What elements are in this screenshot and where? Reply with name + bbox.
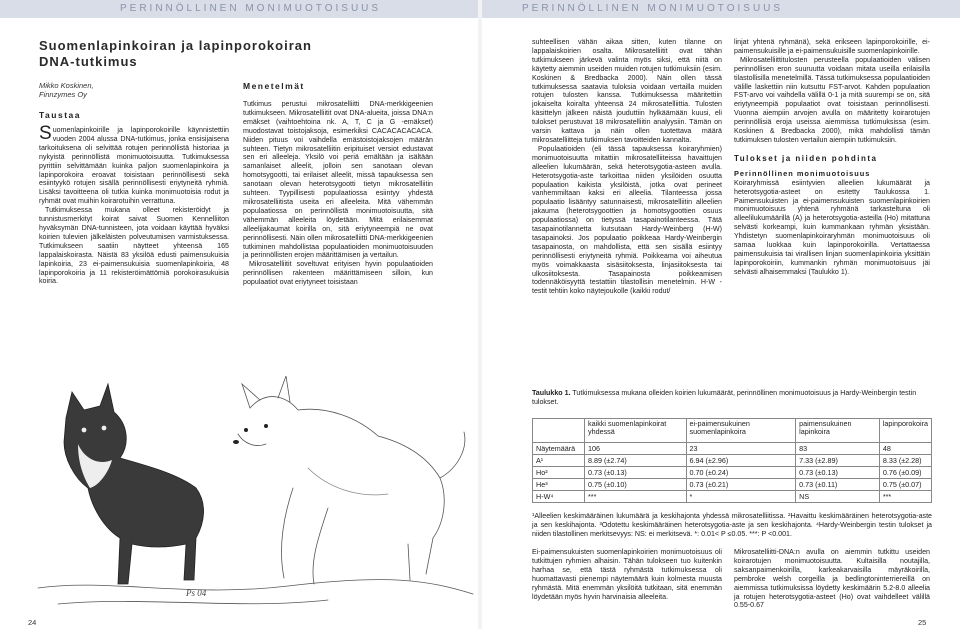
table-cell: Näytemäärä: [533, 443, 585, 455]
table-cell: 0.73 (±0.13): [796, 467, 880, 479]
table-header-cell: [533, 419, 585, 443]
table-cell: 106: [585, 443, 687, 455]
table-row: [533, 443, 932, 455]
column-4: [734, 38, 930, 277]
page-number-right: 25: [918, 618, 927, 627]
column-3-bottom: [532, 548, 722, 601]
table-cell: H-W⁴: [533, 491, 585, 503]
table-cell: He³: [533, 479, 585, 491]
article-title-line2: DNA-tutkimus: [39, 54, 138, 69]
table-header-cell: ei-paimensukuinen suomenlapinkoira: [686, 419, 796, 443]
table-row: [533, 467, 932, 479]
paragraph: Mikrosatelliitit soveltuvat erityisen hyvin populaatioiden perinnöllisen rakenteen määrittämiseen silloin, kun populaatiot ovat eriytyneet toisistaan: [243, 260, 433, 287]
paragraph: suhteellisen vähän aikaa sitten, kuten tilanne on lappalaiskoirien osalta. Mikrosatelliitit ovat tähän tutkimukseen järkevä valinta myös siksi, että niitä on käytetty aiemmin useiden muiden rotujen tutkimuksiin (esim. Koskinen & Bredbacka 2000). Näin ollen tässä tutkimuksessa saatavia tuloksia voidaan vertailla muiden rotujen tulosten kanssa. Tutkimuksessa määritettiin jokaiselta koiralta yhteensä 24 mikrosatelliittia. Tulosten käsittelyn jälkeen näistä jouduttiin hylkäämään kuusi, eli tulokset perustuvat 18 mikrosatelliitin analyysiin. Tämän on varsin kattava ja näin ollen tuotettava määrä mikrosatelliitteja tutkimuksen tavoitteiden kannalta.: [532, 38, 722, 144]
header-band-left: [0, 0, 478, 18]
table-caption-text: Tutkimuksessa mukana olleiden koirien lukumäärät, perinnöllinen monimuotoisuus ja Hardy-Weinbergin testin tulokset.: [532, 389, 917, 406]
section-heading-background: Taustaa: [39, 110, 81, 120]
table-cell: A¹: [533, 455, 585, 467]
paragraph: Koiraryhmissä esiintyvien alleelien lukumäärät ja heterotsygotia-asteet on esitetty Taulukossa 1. Paimensukuisten ja ei-paimensukuisten suomenlapinkoirien monimuotoisuus yhtenä ryhmänä tarkasteltuna oli alleelilukumäärillä (A) ja heterotsygotia-asteilla (Ho) mitattuna selvästi korkeampi, kuin kummankaan ryhmän yksistään. Yhdistetyn suomenlapinkoiraryhmän monimuotoisuus oli samaa luokkaa kuin lapinporokoirilla. Vertattaessa paimensukuisia tai virallisen linjan suomenlapinkoiria yksittäin lapinporokoiriin, kummankin ryhmän monimuotoisuus jäi selvästi alhaisemmaksi (Taulukko 1).: [734, 178, 930, 276]
paragraph: Mikrosatelliitti-DNA:n avulla on aiemmin tutkittu useiden koirarotujen monimuotoisuutta. Kultaisilla noutajilla, saksanpaimenkoirilla, karkeakarvaisilla mäyräkoirilla, pembroke welsh corgeilla ja bedlingtoninterriereillä on aiemmissa tutkimuksissa löydetty keskimäärin 5.2-8.0 alleelia ja rotujen heterotsygotia-asteet (Ho) ovat vaihdelleet välillä 0.55-0.67: [734, 548, 930, 610]
table-cell: 48: [879, 443, 931, 455]
table-cell: 0.75 (±0.10): [585, 479, 687, 491]
illustration-signature: Ps 04: [186, 588, 207, 598]
table-cell: NS: [796, 491, 880, 503]
table-cell: ***: [879, 491, 931, 503]
article-title-line1: Suomenlapinkoiran ja lapinporokoiran: [39, 38, 312, 53]
table-cell: 0.70 (±0.24): [686, 467, 796, 479]
table-cell: *: [686, 491, 796, 503]
table-cell: 8.89 (±2.74): [585, 455, 687, 467]
table-footnote: ¹Alleelien keskimääräinen lukumäärä ja keskihajonta yhdessä mikrosatelliitissa. ²Havaittu keskimääräinen heterotsygotia-aste ja sen keskihajonta. ³Odotettu keskimääräinen heterotsygotia-aste ja sen keskihajonta. ⁴Hardy-Weinbergin testin tulokset ja niiden tilastollinen merkitsevyys: NS: ei merkitsevä. *: 0.01< P ≤0.05. ***: P <0.001.: [532, 512, 932, 538]
table-row: [533, 491, 932, 503]
table-cell: 0.73 (±0.11): [796, 479, 880, 491]
paragraph: Ei-paimensukuisten suomenlapinkoirien monimuotoisuus oli tutkittujen ryhmien alhaisin. Tähän tulokseen tuo kuitenkin harhaa se, että tästä ryhmästä tutkimuksessa oli huomattavasti pienempi näytemäärä kuin kolmesta muusta ryhmästä. Mitä enemmän yksilöitä tutkitaan, sitä enemmän löydetään myös hyvin harvinaisia alleeleita.: [532, 548, 722, 601]
page-number-left: 24: [28, 618, 37, 627]
paragraph-text: uomenlapinkoirille ja lapinporokoirille käynnistettiin vuoden 2004 alussa DNA-tutkimus, jonka ensisijaisena tarkoituksena oli selvittää rotujen perinnöllistä historiaa ja nykyistä perinnöllistä monimuotoisuutta. Tutkimuksessa pyrittiin selvittämään kuinka paljon suomenlapinkoira ja lapinporokoira eroavat toisistaan perinnöllisesti sekä esiintyykö rotujen sisällä perinnöllisesti eriytyneitä ryhmiä. Lisäksi tavoitteena oli tutkia kuinka monimuotoisia rodut ja ryhmät ovat muihin koirarotuihin verrattuna.: [39, 126, 229, 206]
table-caption-label: Taulukko 1.: [532, 389, 571, 397]
table-cell: 0.76 (±0.09): [879, 467, 931, 479]
table-cell: 0.73 (±0.13): [585, 467, 687, 479]
column-2: [243, 100, 433, 287]
table-header-cell: kaikki suomenlapinkoirat yhdessä: [585, 419, 687, 443]
paragraph: [39, 123, 229, 206]
table-cell: 0.73 (±0.21): [686, 479, 796, 491]
paragraph: Tutkimus perustui mikrosatelliitti DNA-merkkigeenien tutkimukseen. Mikrosatelliitit ovat DNA-alueita, joissa DNA:n emäkset (vaihtoehtoina nk. A, T, C ja G -emäkset) muodostavat toistojaksoja, esimerkiksi CACACACACACA. Niiden pituus voi vaihdella emästoistojaksojen määrän suhteen. Tietyn mikrosatelliitin eripituiset versiot edustavat sen eri alleeleja. Yksilö voi periä emältään ja isältään samanlaiset alleelit, jolloin sen sanotaan olevan homotsygootti, tai erilaiset alleelit, missä tapauksessa sen sanotaan olevan heterotsygootti tietyn mikrosatelliitin suhteen. Tyypillisesti populaatiossa esiintyy yhdestä mikrosatelliitista useita eri alleeleita. Mitä vähemmän populaatiossa on perinnöllistä monimuotoisuutta, sitä vähemmän alleeleita löydetään. Mitä erilaisemmat alleelijakaumat koirilla on, sitä eriytyneempiä ne ovat perinnöllisesti. Näin ollen mikrosatelliitti DNA-merkkigeenien tutkiminen mahdollistaa populaatioiden monimuotoisuuden ja perinnöllisten erojen määrittämisen ja vertailun.: [243, 100, 433, 260]
paragraph: Mikrosatelliittitulosten perusteella populaatioiden välisen perinnöllisen eron suuruutta voidaan mitata useilla erilaisilla tilastollisilla menetelmillä. Tässä tutkimuksessa populaatioiden välille laskettiin niin kutsuttu FST-arvot. Kahden populaation FST-arvo voi vaihdella välillä 0-1 ja mitä suurempi se on, sitä eriytyneempiä populaatiot ovat toisistaan perinnöllisesti. Vuonna aiempiin arvojen avulla on määritetty koirarotujen perinnöllisiä eroja useissa aiemmissa tutkimuksissa (esim. Koskinen & Bredbacka 2000), mikä mahdollisti tämän tutkimuksen tulosten vertailun aiempiin tutkimuksiin.: [734, 55, 930, 144]
section-heading-methods: Menetelmät: [243, 81, 305, 91]
table-row: [533, 479, 932, 491]
table-cell: 8.33 (±2.28): [879, 455, 931, 467]
table-cell: Ho²: [533, 467, 585, 479]
header-text-left: PERINNÖLLINEN MONIMUOTOISUUS: [120, 3, 382, 14]
section-heading-results: Tulokset ja niiden pohdinta: [734, 153, 878, 163]
table-cell: 0.75 (±0.07): [879, 479, 931, 491]
header-text-right: PERINNÖLLINEN MONIMUOTOISUUS: [522, 3, 784, 14]
table-cell: ***: [585, 491, 687, 503]
author-name: Mikko Koskinen,: [39, 81, 94, 90]
table-cell: 6.94 (±2.96): [686, 455, 796, 467]
table-header-cell: lapinporokoira: [879, 419, 931, 443]
subheading-diversity: Perinnöllinen monimuotoisuus: [734, 168, 871, 178]
dog-illustration: [28, 348, 478, 616]
drop-cap: S: [39, 123, 52, 144]
paragraph: linjat yhtenä ryhmänä), sekä erikseen lapinporokoirille, ei-paimensukuisille ja ei-paimensukuisille suomenlapinkoirille.: [734, 38, 930, 55]
author-block: [39, 81, 94, 99]
author-affiliation: Finnzymes Oy: [39, 90, 87, 99]
page-spine: [478, 0, 482, 629]
paragraph: Tutkimuksessa mukana olleet rekisteröidyt ja tunnistusmerkityt koirat saivat Suomen Kennelliiton hyväksymän DNA-tunnisteen, jota voidaan käyttää hyväksi koirien tulevien jälkeläisten polveutumisen varmistuksessa. Tutkimukseen saatiin näytteet yhteensä 165 lappalaiskoirasta. Näistä 83 yksilöä edusti paimensukuisia lapinkoiria, 23 ei-paimensukuisia suomenlapinkoiria, 48 lapinporokoiria ja 11 rekisteröimättömiä porokoirasukuisia koiria.: [39, 206, 229, 286]
table-caption: [532, 389, 932, 407]
table-header-row: [533, 419, 932, 443]
table-row: [533, 455, 932, 467]
column-4-bottom: [734, 548, 930, 610]
column-1: [39, 123, 229, 286]
header-band-right: [482, 0, 960, 18]
table-cell: 23: [686, 443, 796, 455]
results-table: [532, 418, 932, 503]
paragraph: Populaatioiden (eli tässä tapauksessa koiraryhmien) monimuotoisuutta mitattiin mikrosatelliiteissa havaittujen alleelien lukumäärän, sekä heterotsygotia-asteen avulla. Heterotsygotia-aste tarkoittaa niiden yksilöiden osuutta populaation kaikista yksilöistä, jotka ovat perineet vanhemmiltaan kaksi eri alleelia. Tilanteessa jossa populaatio lisääntyy satunnaisesti, mikrosatelliitin alleelien jakauma (heterotsygoottien ja homotsygoottien osuus populaatiossa) on tietyssä tasapainotilanteessa. Tätä tasapainotilannetta kutsutaan Hardy-Weinberg (H-W) tasapainoksi. Jos populaatio poikkeaa Hardy-Weinbergin tasapainosta, on mahdollista, että sen sisällä esiintyy perinnöllisesti eriytyneitä ryhmiä. Poikkeama voi aiheutua myös voimakkaasta sisäsiitoksesta, linjasiitoksesta tai ulkosiitoksesta. Tasapainosta poikkeamisen todennäköisyyttä testattiin tilastollisin menetelmin. H-W -testit tehtiin koko näytejoukolle (kaikki rodut/: [532, 144, 722, 296]
table-header-cell: paimensukuinen lapinkoira: [796, 419, 880, 443]
table-cell: 7.33 (±2.89): [796, 455, 880, 467]
table-cell: 83: [796, 443, 880, 455]
column-3: [532, 38, 722, 296]
